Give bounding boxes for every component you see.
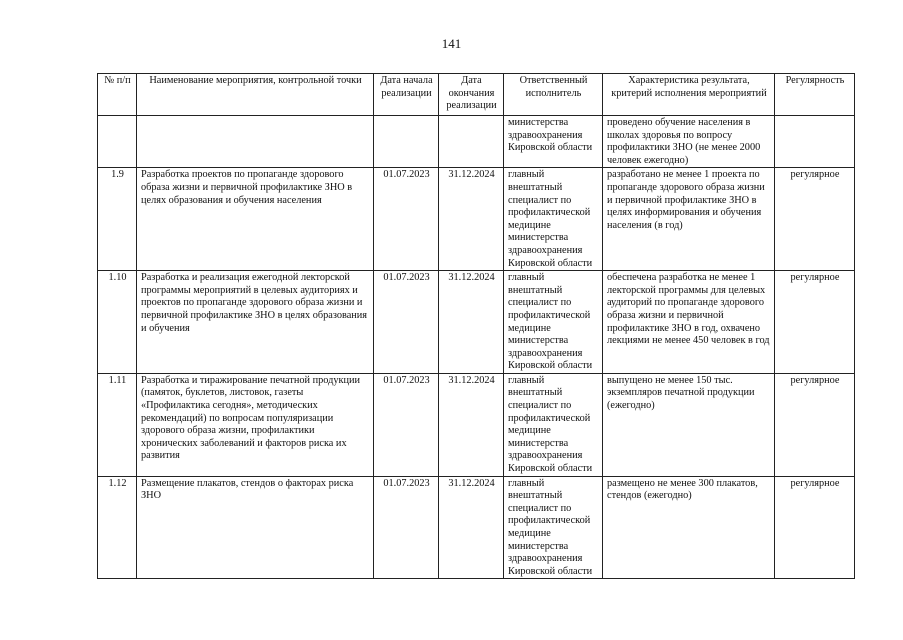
cell-name: Размещение плакатов, стендов о факторах риска ЗНО bbox=[137, 476, 374, 579]
cell-result: проведено обучение населения в школах здоровья по вопросу профилактики ЗНО (не менее 2000 человек ежегодно) bbox=[603, 116, 775, 168]
header-name: Наименование мероприятия, контрольной точки bbox=[137, 74, 374, 116]
cell-end-date: 31.12.2024 bbox=[439, 476, 504, 579]
cell-responsible: главный внештатный специалист по профилактической медицине министерства здравоохранения Кировской области bbox=[504, 373, 603, 476]
cell-end-date: 31.12.2024 bbox=[439, 168, 504, 271]
cell-result: размещено не менее 300 плакатов, стендов (ежегодно) bbox=[603, 476, 775, 579]
cell-responsible: министерства здравоохранения Кировской области bbox=[504, 116, 603, 168]
page-number: 141 bbox=[441, 36, 462, 51]
cell-responsible: главный внештатный специалист по профилактической медицине министерства здравоохранения Кировской области bbox=[504, 476, 603, 579]
cell-regularity: регулярное bbox=[775, 271, 855, 374]
cell-name bbox=[137, 116, 374, 168]
cell-regularity bbox=[775, 116, 855, 168]
cell-name: Разработка и реализация ежегодной лекторской программы мероприятий в целевых аудиториях и проектов по пропаганде здорового образа жизни и первичной профилактике ЗНО в целях образования и обучения bbox=[137, 271, 374, 374]
cell-start-date: 01.07.2023 bbox=[374, 373, 439, 476]
cell-regularity: регулярное bbox=[775, 373, 855, 476]
measures-table bbox=[97, 73, 855, 579]
cell-num bbox=[98, 116, 137, 168]
cell-responsible: главный внештатный специалист по профилактической медицине министерства здравоохранения Кировской области bbox=[504, 271, 603, 374]
cell-result: обеспечена разработка не менее 1 лекторской программы для целевых аудиторий по пропаганде здорового образа жизни и первичной профилактике ЗНО в год, охвачено лекциями не менее 450 человек в год bbox=[603, 271, 775, 374]
cell-name: Разработка проектов по пропаганде здорового образа жизни и первичной профилактике ЗНО в целях образования и обучения населения bbox=[137, 168, 374, 271]
cell-end-date: 31.12.2024 bbox=[439, 271, 504, 374]
cell-num: 1.12 bbox=[98, 476, 137, 579]
header-responsible: Ответственный исполнитель bbox=[504, 74, 603, 116]
cell-regularity: регулярное bbox=[775, 476, 855, 579]
table-row bbox=[98, 476, 855, 579]
cell-result: выпущено не менее 150 тыс. экземпляров печатной продукции (ежегодно) bbox=[603, 373, 775, 476]
cell-num: 1.11 bbox=[98, 373, 137, 476]
header-result: Характеристика результата, критерий исполнения мероприятий bbox=[603, 74, 775, 116]
table-row-continuation bbox=[98, 116, 855, 168]
cell-num: 1.10 bbox=[98, 271, 137, 374]
cell-end-date bbox=[439, 116, 504, 168]
header-regularity: Регулярность bbox=[775, 74, 855, 116]
cell-name: Разработка и тиражирование печатной продукции (памяток, буклетов, листовок, газеты «Профилактика сегодня», методических рекомендаций) по вопросам популяризации здорового образа жизни, профилактики хронических заболеваний и факторов риска их развития bbox=[137, 373, 374, 476]
table-row bbox=[98, 168, 855, 271]
cell-start-date: 01.07.2023 bbox=[374, 168, 439, 271]
table-row bbox=[98, 373, 855, 476]
cell-num: 1.9 bbox=[98, 168, 137, 271]
cell-regularity: регулярное bbox=[775, 168, 855, 271]
header-end-date: Дата окончания реализации bbox=[439, 74, 504, 116]
cell-result: разработано не менее 1 проекта по пропаганде здорового образа жизни и первичной профилактике ЗНО в целях информирования и обучения населения (в год) bbox=[603, 168, 775, 271]
cell-end-date: 31.12.2024 bbox=[439, 373, 504, 476]
table-header-row bbox=[98, 74, 855, 116]
cell-start-date bbox=[374, 116, 439, 168]
table-row bbox=[98, 271, 855, 374]
cell-start-date: 01.07.2023 bbox=[374, 476, 439, 579]
header-num: № п/п bbox=[98, 74, 137, 116]
cell-responsible: главный внештатный специалист по профилактической медицине министерства здравоохранения Кировской области bbox=[504, 168, 603, 271]
header-start-date: Дата начала реализации bbox=[374, 74, 439, 116]
cell-start-date: 01.07.2023 bbox=[374, 271, 439, 374]
